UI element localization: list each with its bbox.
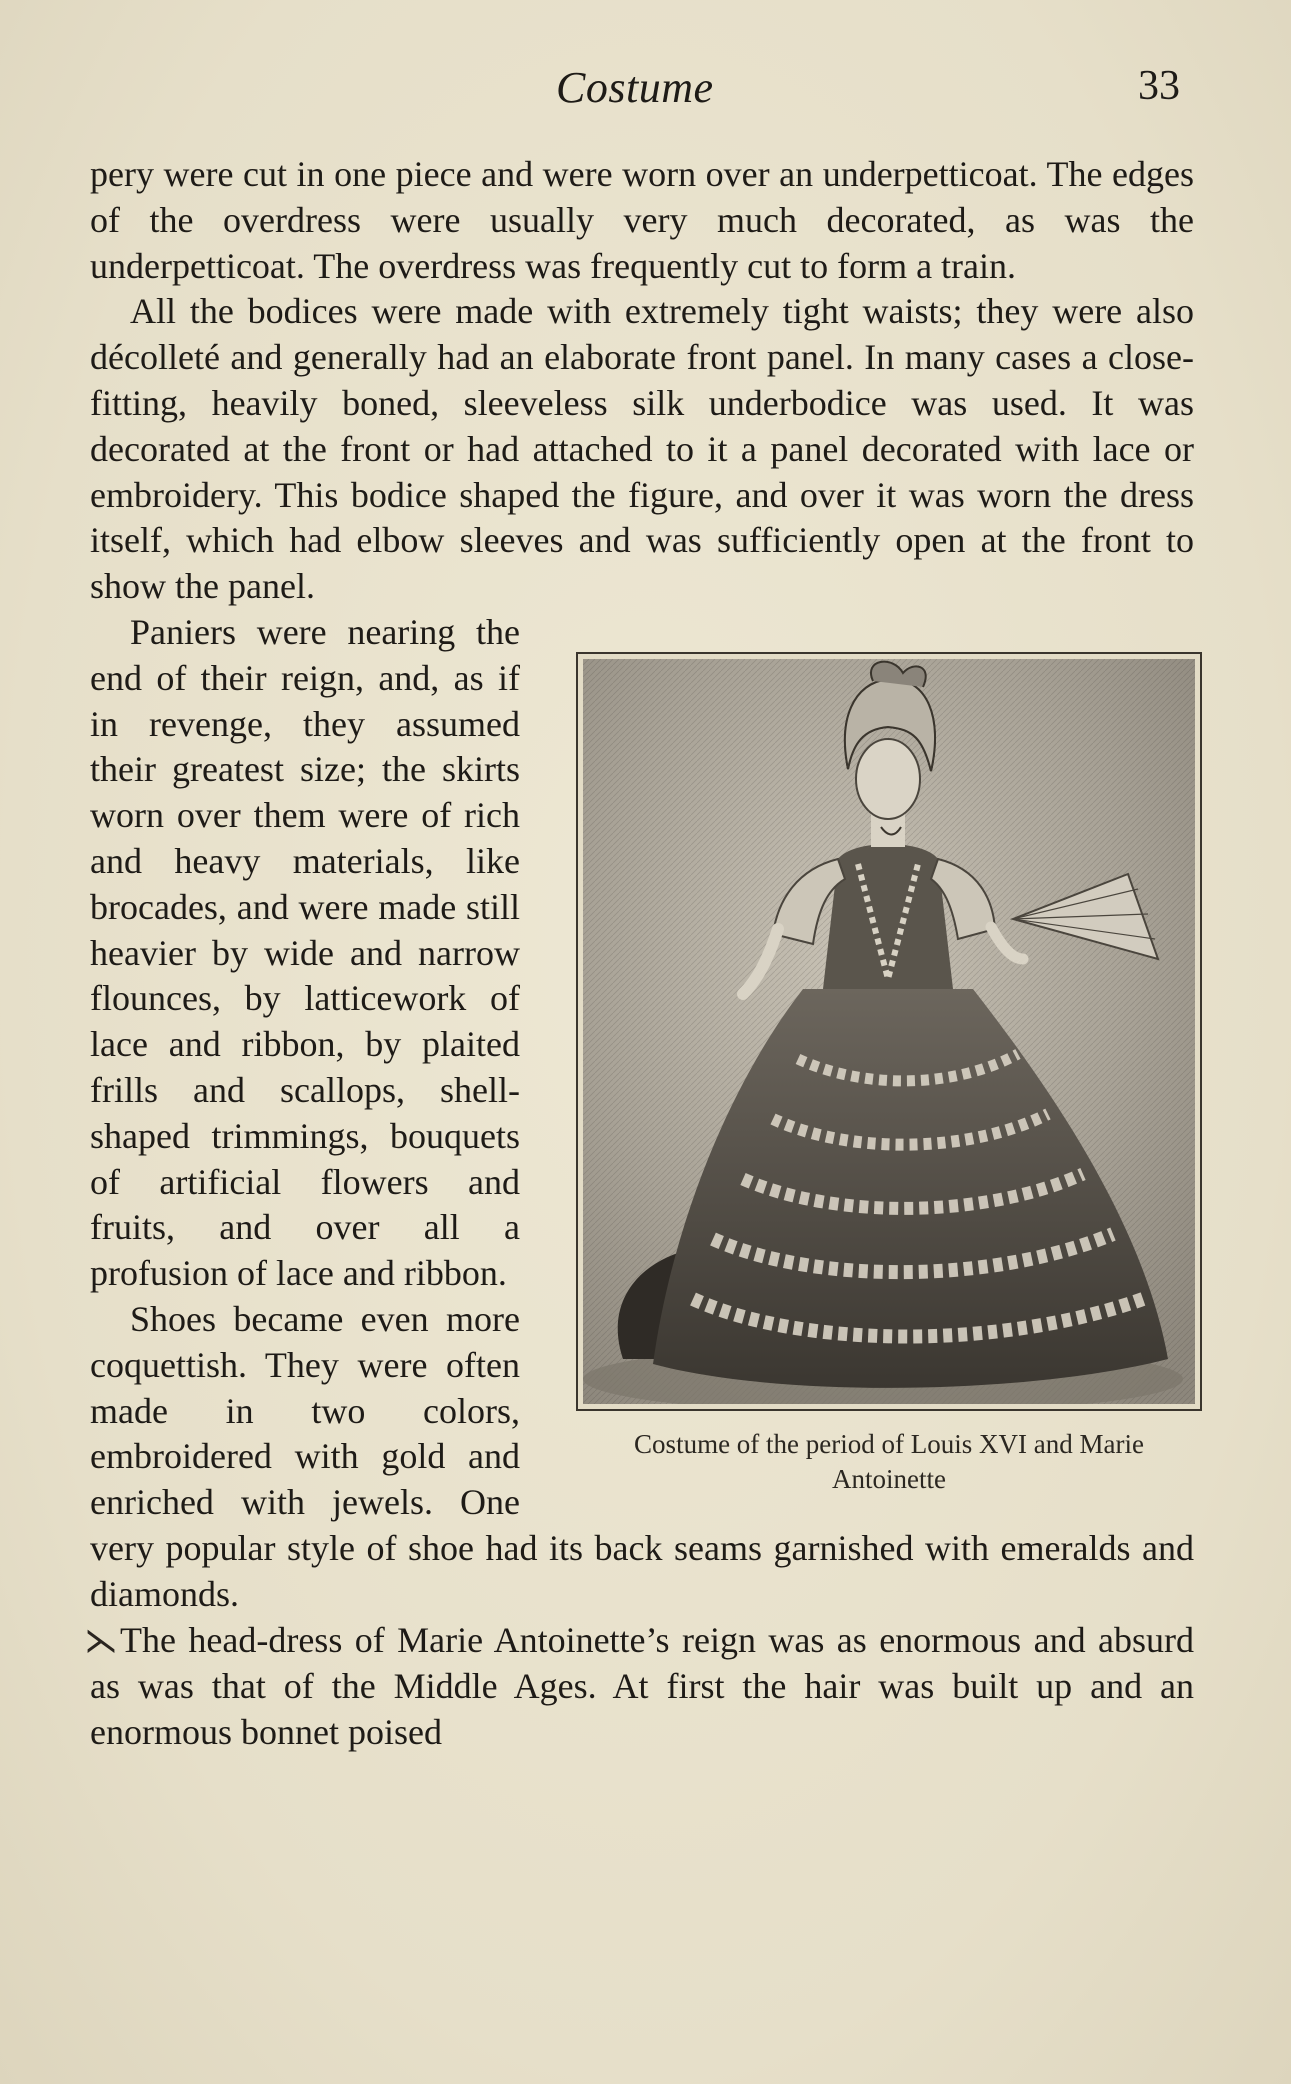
costume-illustration — [583, 659, 1195, 1404]
figure — [574, 652, 1204, 1497]
running-head — [0, 62, 1291, 118]
page-number: 33 — [1138, 63, 1180, 109]
face — [856, 739, 920, 819]
paragraph-1: pery were cut in one piece and were worn over an underpetticoat. The edges of the overdress were usually very much decorated, as was the underpetticoat. The overdress was frequently cut to form a train. — [90, 154, 1194, 286]
paragraph-2-text: All the bodices were made with extremely tight waists; they were also décolleté and generally had an elaborate front panel. In many cases a close-fitting, heavily boned, sleeveless silk underbodice was used. It was decorated at the front or had attached to it a panel decorated with lace or embroidery. This bodice shaped the figure, and over it was worn the dress itself, which had elbow sleeves and was sufficiently open at the front to show the panel. — [90, 291, 1194, 607]
paragraph-3: Paniers were nearing the end of their reign, and, as if in revenge, they assumed their greatest size; the skirts worn over them were of rich and heavy materials, like brocades, and were made still heavier by wide and narrow flounces, by latticework of lace and ribbon, by plaited frills and scallops, shell-shaped trimmings, bouquets of artificial flowers and fruits, and over all a profusion of lace and ribbon. — [90, 611, 520, 1294]
paragraph-5-text: The head-dress of Marie Antoinette’s reign was as enormous and absurd as was that of the Middle Ages. At first the hair was built up and an enormous bonnet poised — [90, 1619, 1194, 1753]
figure-frame — [576, 652, 1202, 1411]
paragraph-2 — [90, 289, 1194, 610]
margin-mark-icon: ⋋ — [84, 1622, 118, 1660]
running-title: Costume — [556, 63, 714, 112]
body-text — [84, 152, 1194, 1756]
bodice — [823, 844, 953, 989]
figure-caption: Costume of the period of Louis XVI and Marie Antoinette — [634, 1428, 1144, 1494]
paragraph-4: Shoes became even more coquettish. They were often made in two colors, embroidered with gold and enriched with jewels. One very popular style of shoe had its back seams garnished with emeralds and diamonds. — [90, 1298, 1194, 1614]
paragraph-5 — [84, 1618, 1194, 1756]
